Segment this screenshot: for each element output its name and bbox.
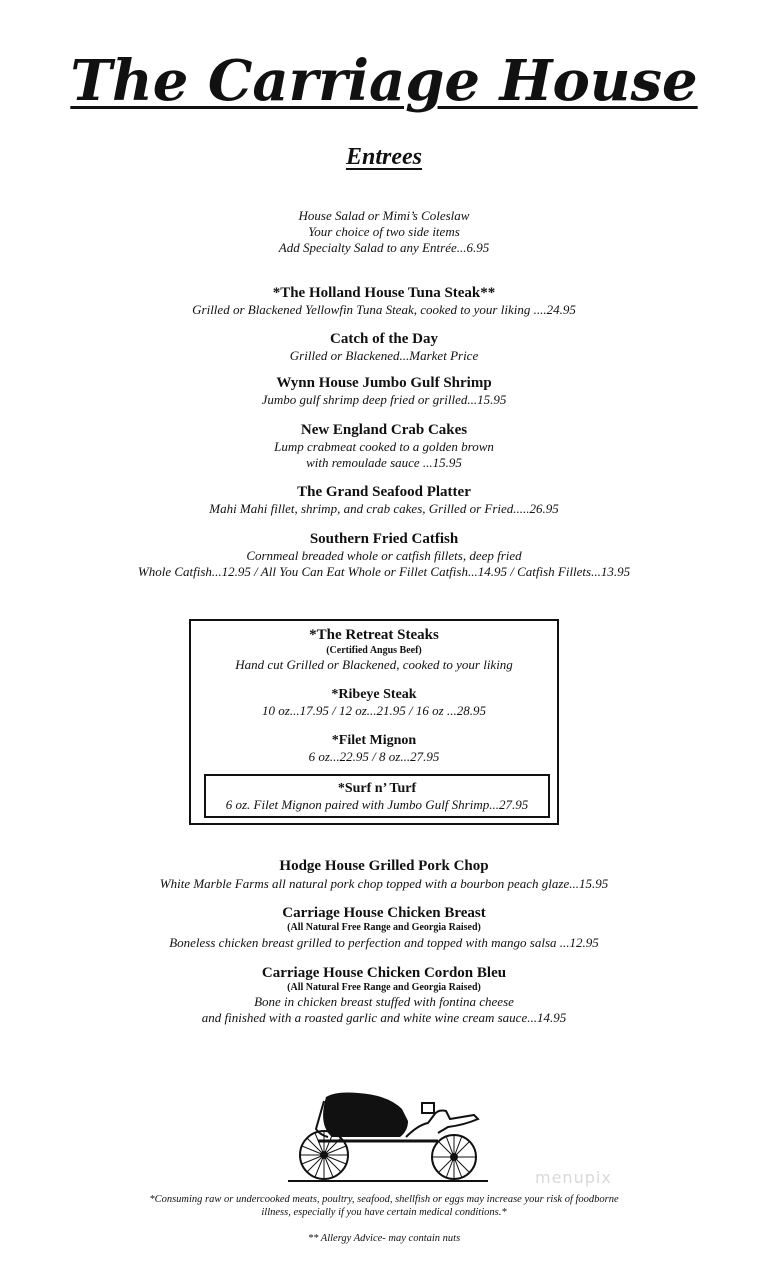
menu-item-desc: and finished with a roasted garlic and white wine cream sauce...14.95 [201,1010,567,1025]
menu-item-desc: Jumbo gulf shrimp deep fried or grilled...15.95 [261,392,507,407]
intro-line: House Salad or Mimi’s Coleslaw [298,208,470,223]
steaks-title: *The Retreat Steaks [309,627,439,643]
steaks-box [189,619,559,825]
menu-item-name: *The Holland House Tuna Steak** [272,285,496,301]
menu-item-desc: Mahi Mahi fillet, shrimp, and crab cakes, Grilled or Fried.....26.95 [209,501,559,516]
watermark: menupix [535,1168,612,1187]
menu-item-desc: Boneless chicken breast grilled to perfection and topped with mango salsa ...12.95 [169,935,599,950]
intro-line: Add Specialty Salad to any Entrée...6.95 [278,240,490,255]
menu-item-name: Carriage House Chicken Cordon Bleu [261,965,507,981]
menu-item-desc: Bone in chicken breast stuffed with fontina cheese [254,994,514,1009]
menu-item-desc: White Marble Farms all natural pork chop topped with a bourbon peach glaze...15.95 [159,876,609,891]
menu-item-desc: Cornmeal breaded whole or catfish fillets, deep fried [246,548,522,563]
intro-line: Your choice of two side items [308,224,460,239]
menu-item-name: Catch of the Day [330,331,438,347]
menu-item-name: The Grand Seafood Platter [297,484,471,500]
menu-item-desc: 10 oz...17.95 / 12 oz...21.95 / 16 oz ...28.95 [262,703,486,718]
menu-item-name: *Ribeye Steak [331,687,417,702]
menu-item-desc: with remoulade sauce ...15.95 [306,455,462,470]
menu-item-name: Southern Fried Catfish [309,531,459,547]
footer-warning: *Consuming raw or undercooked meats, poultry, seafood, shellfish or eggs may increase your risk of foodborne [149,1194,619,1205]
menu-item-desc: Grilled or Blackened...Market Price [289,348,479,363]
surf-turf-box [204,774,550,818]
menu-item-desc: 6 oz. Filet Mignon paired with Jumbo Gulf Shrimp...27.95 [225,797,529,812]
carriage-illustration [288,1085,488,1185]
menu-item-name: *Surf n’ Turf [337,781,417,796]
footer-warning: illness, especially if you have certain medical conditions.* [261,1207,507,1218]
menu-item-desc: Grilled or Blackened Yellowfin Tuna Steak, cooked to your liking ....24.95 [192,302,576,317]
menu-item-name: Carriage House Chicken Breast [282,905,486,921]
menu-item-desc: 6 oz...22.95 / 8 oz...27.95 [308,749,440,764]
menu-item-name: *Filet Mignon [331,733,417,748]
steaks-desc: Hand cut Grilled or Blackened, cooked to your liking [235,657,513,672]
allergy-note: ** Allergy Advice- may contain nuts [307,1233,461,1244]
restaurant-title: The Carriage House [70,48,698,114]
menu-item-note: (All Natural Free Range and Georgia Raised) [287,982,481,993]
steaks-note: (Certified Angus Beef) [326,645,422,656]
section-title: Entrees [345,144,422,170]
menu-item-name: Wynn House Jumbo Gulf Shrimp [276,375,492,391]
menu-item-desc: Whole Catfish...12.95 / All You Can Eat Whole or Fillet Catfish...14.95 / Catfish Fillets...13.95 [137,564,631,579]
menu-item-desc: Lump crabmeat cooked to a golden brown [274,439,494,454]
menu-item-name: Hodge House Grilled Pork Chop [279,858,489,874]
menu-item-name: New England Crab Cakes [300,422,468,438]
menu-item-note: (All Natural Free Range and Georgia Raised) [287,922,481,933]
